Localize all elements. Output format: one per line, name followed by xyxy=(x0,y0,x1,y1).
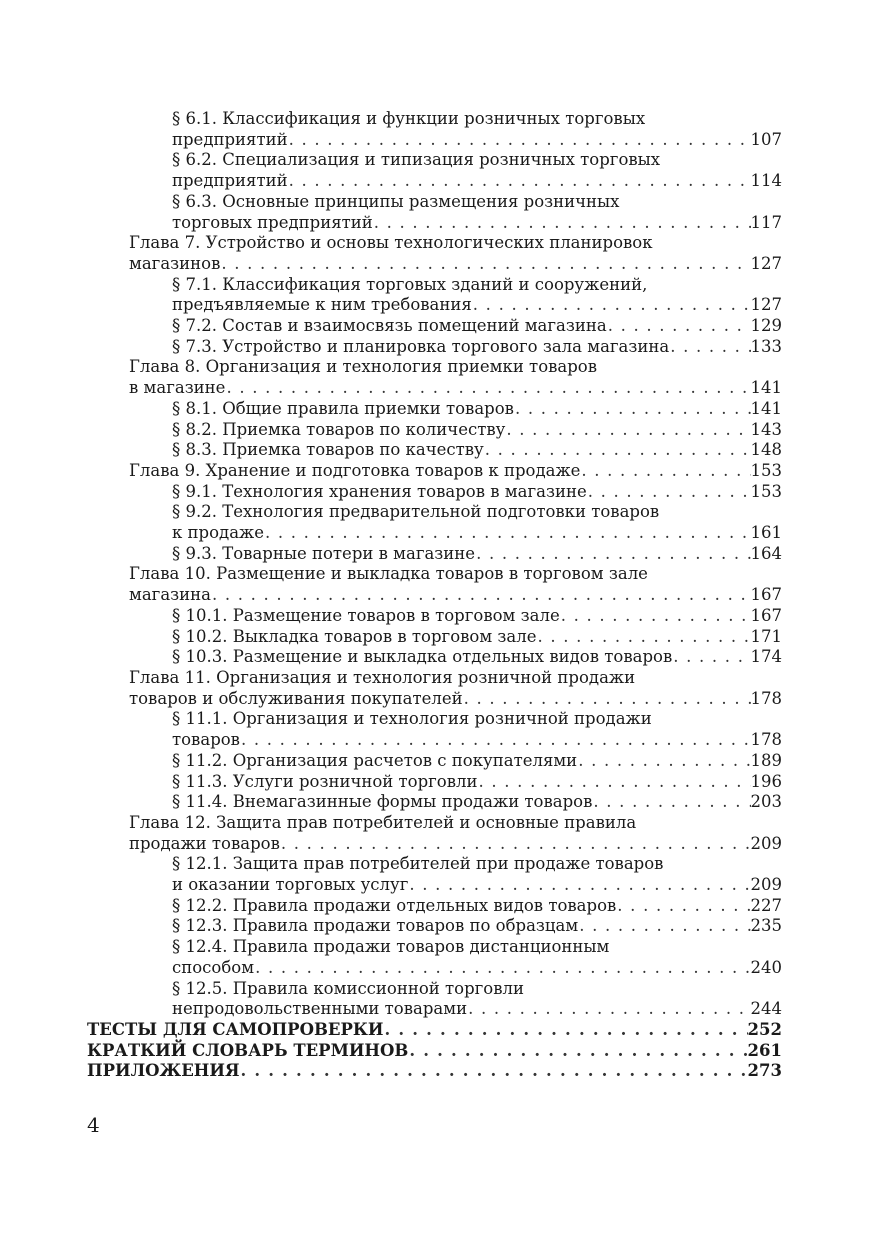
dot-leader xyxy=(578,916,750,937)
toc-entry-text: товаров xyxy=(172,730,240,750)
toc-page-number: 240 xyxy=(750,957,782,977)
toc-page-number: 178 xyxy=(750,730,782,750)
toc-paragraph-entry xyxy=(0,482,876,503)
toc-section-heading xyxy=(0,1020,876,1041)
toc-paragraph-entry xyxy=(0,502,876,543)
toc-page-number: 203 xyxy=(750,792,782,812)
toc-entry-text: § 6.3. Основные принципы размещения розничных xyxy=(172,191,620,211)
toc-entry-text: § 12.3. Правила продажи товаров по образцам xyxy=(172,916,579,936)
toc-page-number: 171 xyxy=(750,626,782,646)
dot-leader xyxy=(373,213,751,234)
toc-entry-text: § 11.3. Услуги розничной торговли xyxy=(172,771,478,791)
toc-page-number: 273 xyxy=(747,1061,782,1081)
toc-paragraph-entry xyxy=(0,337,876,358)
toc-page-number: 167 xyxy=(750,605,782,625)
toc-page-number: 107 xyxy=(750,129,782,149)
toc-page-number: 141 xyxy=(750,378,782,398)
toc-entry-text: предъявляемые к ним требования xyxy=(172,295,472,315)
toc-page-number: 129 xyxy=(750,316,782,336)
toc-entry-text: Глава 8. Организация и технология приемки товаров xyxy=(129,357,598,377)
toc-page-number: 133 xyxy=(750,336,782,356)
toc-section-heading xyxy=(0,1061,876,1082)
toc-paragraph-entry xyxy=(0,109,876,150)
toc-page-number: 261 xyxy=(747,1040,782,1060)
toc-entry-text: § 11.2. Организация расчетов с покупателями xyxy=(172,750,578,770)
toc-entry-text: § 12.5. Правила комиссионной торговли xyxy=(172,978,524,998)
toc-entry-text: предприятий xyxy=(172,129,288,149)
toc-entry-text: Глава 7. Устройство и основы технологических планировок xyxy=(129,233,653,253)
table-of-contents xyxy=(0,109,876,1082)
toc-paragraph-entry xyxy=(0,772,876,793)
toc-page-number: 252 xyxy=(747,1019,782,1039)
dot-leader xyxy=(463,689,751,710)
toc-entry-text: § 11.4. Внемагазинные формы продажи товаров xyxy=(172,792,593,812)
toc-page-number: 167 xyxy=(750,585,782,605)
toc-page-number: 161 xyxy=(750,523,782,543)
toc-entry-text: § 10.3. Размещение и выкладка отдельных видов товаров xyxy=(172,647,673,667)
dot-leader xyxy=(280,834,751,855)
toc-paragraph-entry xyxy=(0,440,876,461)
toc-chapter-entry xyxy=(0,461,876,482)
toc-entry-text: ТЕСТЫ ДЛЯ САМОПРОВЕРКИ xyxy=(87,1019,384,1039)
toc-chapter-entry xyxy=(0,357,876,398)
toc-paragraph-entry xyxy=(0,606,876,627)
toc-entry-text: § 6.2. Специализация и типизация розничных торговых xyxy=(172,150,661,170)
page-number: 4 xyxy=(87,1113,100,1137)
toc-paragraph-entry xyxy=(0,150,876,191)
toc-paragraph-entry xyxy=(0,854,876,895)
toc-paragraph-entry xyxy=(0,979,876,1020)
dot-leader xyxy=(408,875,750,896)
dot-leader xyxy=(478,772,751,793)
toc-page-number: 235 xyxy=(750,916,782,936)
toc-paragraph-entry xyxy=(0,916,876,937)
toc-page-number: 141 xyxy=(750,398,782,418)
toc-entry-text: § 7.2. Состав и взаимосвязь помещений магазина xyxy=(172,316,607,336)
toc-entry-text: Глава 9. Хранение и подготовка товаров к продаже xyxy=(129,460,581,480)
toc-entry-text: в магазине xyxy=(129,378,226,398)
toc-entry-text: § 10.1. Размещение товаров в торговом зале xyxy=(172,605,560,625)
toc-page-number: 209 xyxy=(750,833,782,853)
toc-entry-text: ПРИЛОЖЕНИЯ xyxy=(87,1061,240,1081)
toc-paragraph-entry xyxy=(0,192,876,233)
toc-entry-text: КРАТКИЙ СЛОВАРЬ ТЕРМИНОВ xyxy=(87,1040,409,1060)
toc-page-number: 153 xyxy=(750,460,782,480)
dot-leader xyxy=(225,378,750,399)
dot-leader xyxy=(288,171,751,192)
dot-leader xyxy=(580,461,750,482)
toc-section-heading xyxy=(0,1041,876,1062)
toc-page-number: 127 xyxy=(750,295,782,315)
dot-leader xyxy=(384,1020,748,1041)
dot-leader xyxy=(505,420,750,441)
toc-paragraph-entry xyxy=(0,420,876,441)
toc-paragraph-entry xyxy=(0,275,876,316)
toc-entry-text: товаров и обслуживания покупателей xyxy=(129,688,463,708)
toc-chapter-entry xyxy=(0,233,876,274)
toc-paragraph-entry xyxy=(0,896,876,917)
toc-page-number: 153 xyxy=(750,481,782,501)
dot-leader xyxy=(669,337,750,358)
toc-entry-text: § 6.1. Классификация и функции розничных торговых xyxy=(172,109,646,128)
toc-entry-text: способом xyxy=(172,957,255,977)
dot-leader xyxy=(560,606,751,627)
toc-page-number: 164 xyxy=(750,543,782,563)
toc-entry-text: § 7.3. Устройство и планировка торгового зала магазина xyxy=(172,336,670,356)
dot-leader xyxy=(537,627,751,648)
toc-page-number: 114 xyxy=(750,171,782,191)
dot-leader xyxy=(467,999,750,1020)
toc-page-number: 227 xyxy=(750,895,782,915)
toc-page-number: 209 xyxy=(750,875,782,895)
dot-leader xyxy=(475,544,750,565)
toc-page-number: 117 xyxy=(750,212,782,232)
dot-leader xyxy=(514,399,751,420)
toc-entry-text: § 12.1. Защита прав потребителей при продаже товаров xyxy=(172,854,664,874)
dot-leader xyxy=(264,523,751,544)
dot-leader xyxy=(472,295,751,316)
toc-page-number: 143 xyxy=(750,419,782,439)
dot-leader xyxy=(607,316,751,337)
toc-paragraph-entry xyxy=(0,316,876,337)
toc-entry-text: магазина xyxy=(129,585,211,605)
toc-entry-text: Глава 12. Защита прав потребителей и основные правила xyxy=(129,812,637,832)
dot-leader xyxy=(484,440,751,461)
toc-entry-text: к продаже xyxy=(172,523,264,543)
dot-leader xyxy=(408,1041,747,1062)
toc-entry-text: § 11.1. Организация и технология розничной продажи xyxy=(172,709,652,729)
toc-entry-text: продажи товаров xyxy=(129,833,280,853)
toc-page-number: 127 xyxy=(750,253,782,273)
toc-entry-text: § 9.2. Технология предварительной подготовки товаров xyxy=(172,502,660,522)
toc-chapter-entry xyxy=(0,813,876,854)
toc-entry-text: § 9.3. Товарные потери в магазине xyxy=(172,543,476,563)
toc-page-number: 196 xyxy=(750,771,782,791)
toc-entry-text: непродовольственными товарами xyxy=(172,999,468,1019)
toc-paragraph-entry xyxy=(0,751,876,772)
toc-entry-text: § 7.1. Классификация торговых зданий и сооружений, xyxy=(172,274,648,294)
dot-leader xyxy=(220,254,750,275)
dot-leader xyxy=(672,647,750,668)
toc-entry-text: магазинов xyxy=(129,253,221,273)
toc-entry-text: § 9.1. Технология хранения товаров в магазине xyxy=(172,481,587,501)
toc-paragraph-entry xyxy=(0,647,876,668)
dot-leader xyxy=(288,130,751,151)
toc-entry-text: § 8.3. Приемка товаров по качеству xyxy=(172,440,484,460)
toc-paragraph-entry xyxy=(0,627,876,648)
toc-page-number: 174 xyxy=(750,647,782,667)
toc-paragraph-entry xyxy=(0,709,876,750)
toc-entry-text: § 8.2. Приемка товаров по количеству xyxy=(172,419,506,439)
toc-entry-text: § 8.1. Общие правила приемки товаров xyxy=(172,398,514,418)
toc-entry-text: торговых предприятий xyxy=(172,212,373,232)
dot-leader xyxy=(211,585,751,606)
toc-chapter-entry xyxy=(0,564,876,605)
toc-paragraph-entry xyxy=(0,399,876,420)
dot-leader xyxy=(240,730,751,751)
toc-entry-text: Глава 10. Размещение и выкладка товаров в торговом зале xyxy=(129,564,648,584)
dot-leader xyxy=(577,751,750,772)
dot-leader xyxy=(587,482,751,503)
toc-entry-text: и оказании торговых услуг xyxy=(172,875,409,895)
toc-paragraph-entry xyxy=(0,792,876,813)
dot-leader xyxy=(240,1061,748,1082)
toc-entry-text: § 12.2. Правила продажи отдельных видов товаров xyxy=(172,895,617,915)
toc-paragraph-entry xyxy=(0,937,876,978)
toc-entry-text: предприятий xyxy=(172,171,288,191)
toc-page-number: 189 xyxy=(750,750,782,770)
toc-entry-text: Глава 11. Организация и технология розничной продажи xyxy=(129,667,636,687)
toc-page-number: 148 xyxy=(750,440,782,460)
dot-leader xyxy=(616,896,750,917)
toc-chapter-entry xyxy=(0,668,876,709)
toc-entry-text: § 10.2. Выкладка товаров в торговом зале xyxy=(172,626,537,646)
dot-leader xyxy=(254,958,750,979)
toc-page-number: 178 xyxy=(750,688,782,708)
toc-paragraph-entry xyxy=(0,544,876,565)
dot-leader xyxy=(592,792,750,813)
toc-page-number: 244 xyxy=(750,999,782,1019)
toc-entry-text: § 12.4. Правила продажи товаров дистанционным xyxy=(172,937,610,957)
